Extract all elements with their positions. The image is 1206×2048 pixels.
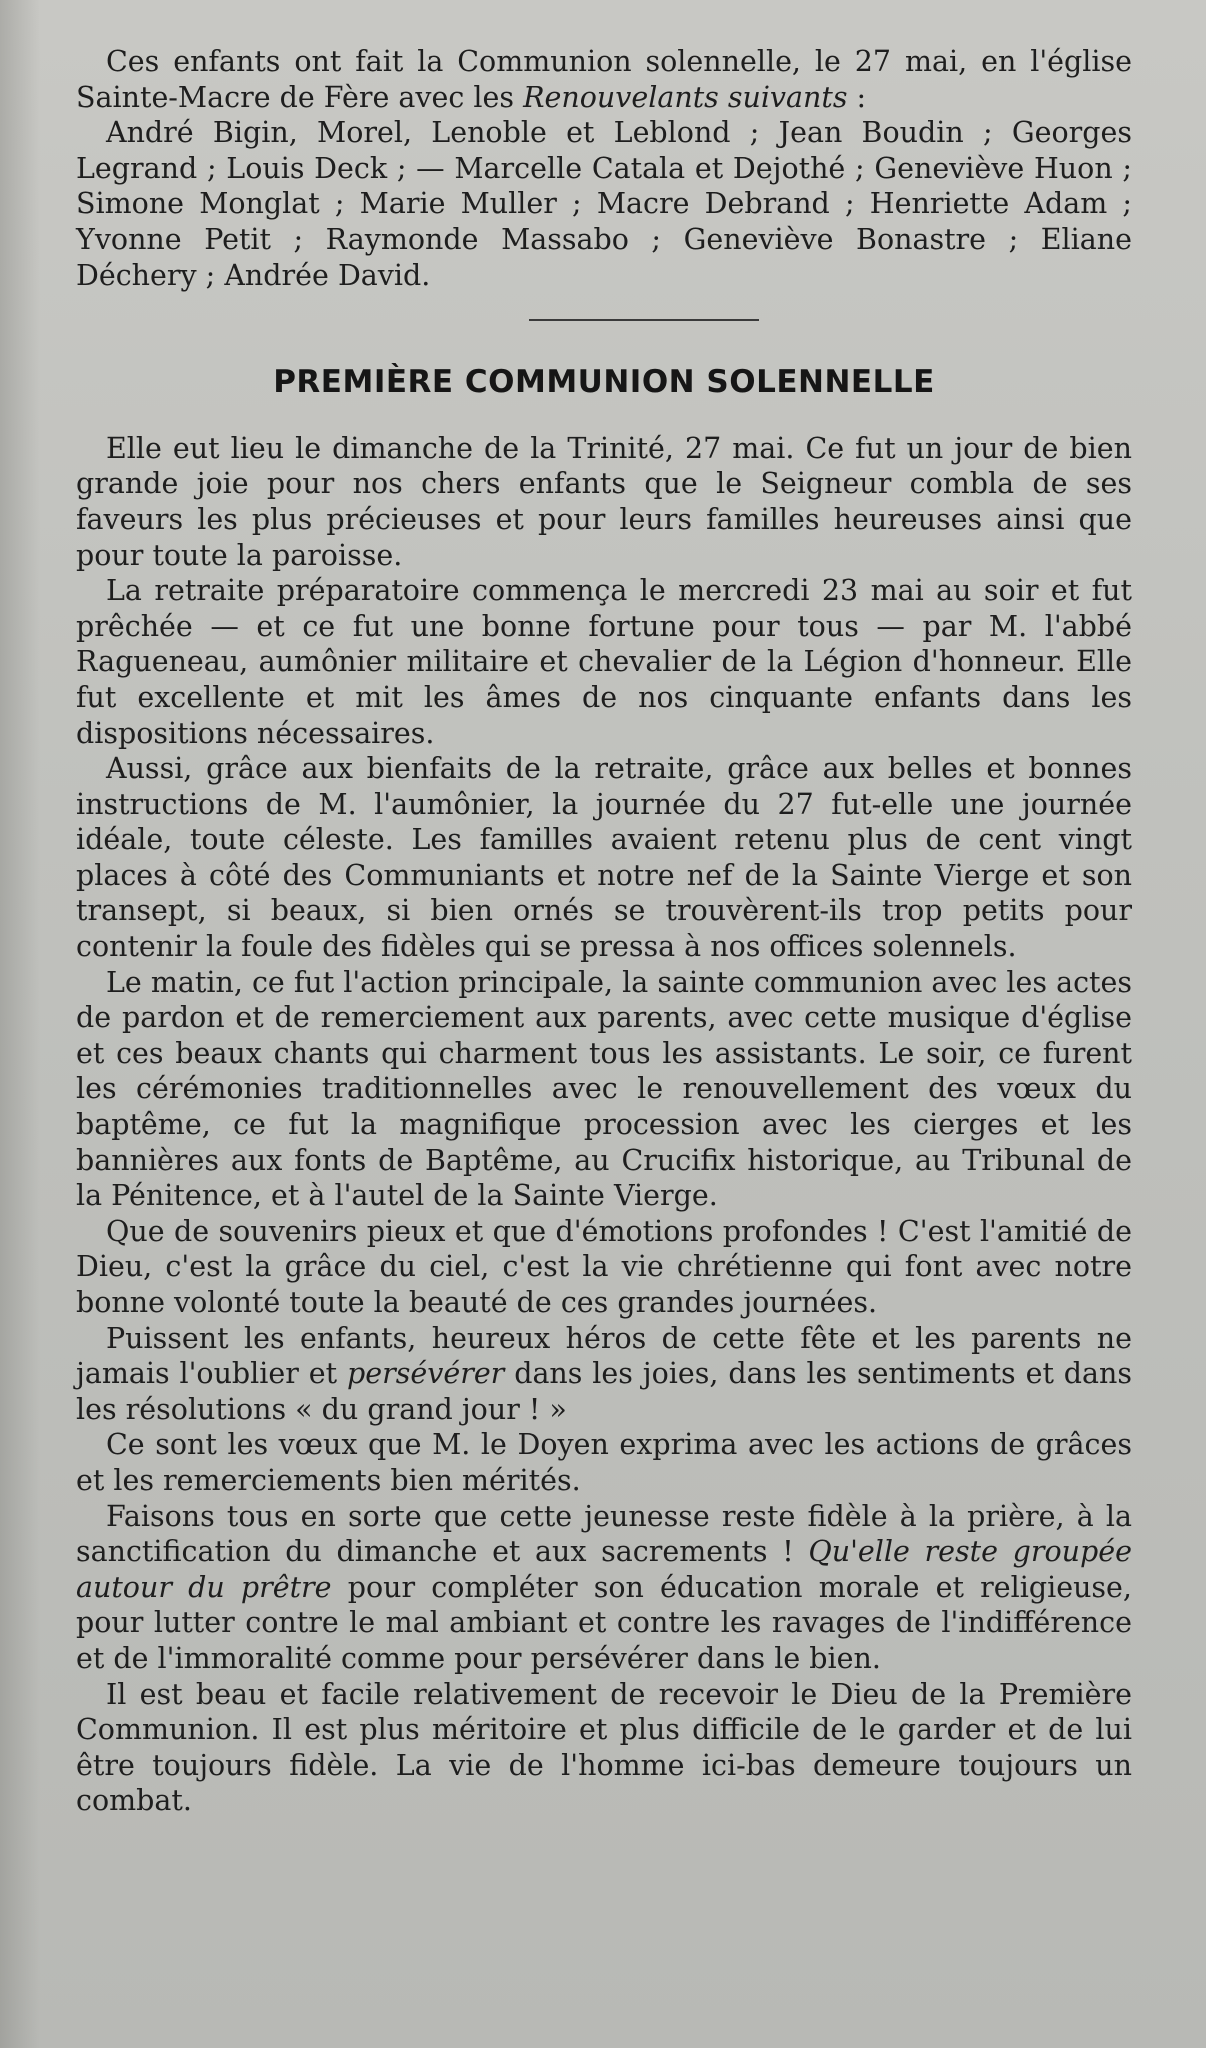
p6-text-a: Puissent les enfants, heureux héros de cette fête et les parents ne jamais l'oublier et	[76, 1321, 1132, 1391]
paragraph-1: Elle eut lieu le dimanche de la Trinité, 27 mai. Ce fut un jour de bien grande joie pour nos chers enfants que le Seigneur combla de ses faveurs les plus précieuses et pour leurs familles heureuses ainsi que pour toute la paroisse.	[76, 431, 1132, 572]
paragraph-5: Que de souvenirs pieux et que d'émotions profondes ! C'est l'amitié de Dieu, c'est la grâce du ciel, c'est la vie chrétienne qui font avec notre bonne volonté toute la beauté de ces grandes journées.	[76, 1214, 1132, 1319]
p8-text-b: pour compléter son éducation morale et religieuse, pour lutter contre le mal ambiant et contre les ravages de l'indifférence et de l'immoralité comme pour persévérer dans le bien.	[76, 1570, 1132, 1675]
intro-colon: :	[847, 80, 867, 114]
intro-paragraph	[76, 44, 1132, 115]
intro-text: Ces enfants ont fait la Communion solennelle, le 27 mai, en l'église Sainte-Macre de Fère avec les	[76, 45, 1132, 114]
names-list: André Bigin, Morel, Lenoble et Leblond ; Jean Boudin ; Georges Legrand ; Louis Deck ; — Marcelle Catala et Dejothé ; Geneviève Huon ; Simone Monglat ; Marie Muller ; Macre Debrand ; Henriette Adam ; Yvonne Petit ; Raymonde Massabo ; Geneviève Bonastre ; Eliane Déchery ; Andrée David.	[76, 116, 1132, 292]
paragraph-4: Le matin, ce fut l'action principale, la sainte communion avec les actes de pardon et de remerciement aux parents, avec cette musique d'église et ces beaux chants qui charment tous les assistants. Le soir, ce furent les cérémonies traditionnelles avec le renouvellement des vœux du baptême, ce fut la magnifique procession avec les cierges et les bannières aux fonts de Baptême, au Crucifix historique, au Tribunal de la Pénitence, et à l'autel de la Sainte Vierge.	[76, 965, 1132, 1213]
p8-italic: Qu'elle reste groupée autour du prêtre	[76, 1535, 1132, 1604]
page-shadow	[0, 0, 40, 2048]
article-title: PREMIÈRE COMMUNION SOLENNELLE	[273, 364, 935, 401]
p8-text-a: Faisons tous en sorte que cette jeunesse reste fidèle à la prière, à la sanctification du dimanche et aux sacrements !	[76, 1499, 1132, 1569]
p6-italic: persévérer	[347, 1357, 505, 1391]
paragraph-2: La retraite préparatoire commença le mercredi 23 mai au soir et fut prêchée — et ce fut une bonne fortune pour tous — par M. l'abbé Ragueneau, aumônier militaire et chevalier de la Légion d'honneur. Elle fut excellente et mit les âmes de nos cinquante enfants dans les dispositions nécessaires.	[76, 574, 1132, 750]
paragraph-3: Aussi, grâce aux bienfaits de la retraite, grâce aux belles et bonnes instructions de M. l'aumônier, la journée du 27 fut-elle une journée idéale, toute céleste. Les familles avaient retenu plus de cent vingt places à côté des Communiants et notre nef de la Sainte Vierge et son transept, si beaux, si bien ornés se trouvèrent-ils trop petits pour contenir la foule des fidèles qui se pressa à nos offices solennels.	[76, 752, 1132, 964]
paragraph-9: Il est beau et facile relativement de recevoir le Dieu de la Première Communion. Il est plus méritoire et plus difficile de le garder et de lui être toujours fidèle. La vie de l'homme ici-bas demeure toujours un combat.	[76, 1677, 1132, 1818]
paragraph-8	[76, 1499, 1132, 1677]
text-column	[76, 44, 1132, 1819]
intro-italic: Renouvelants suivants	[523, 80, 848, 114]
paragraph-7: Ce sont les vœux que M. le Doyen exprima avec les actions de grâces et les remerciements bien mérités.	[76, 1428, 1132, 1497]
divider-rule	[529, 319, 759, 321]
paragraph-6	[76, 1321, 1132, 1428]
p6-text-b: dans les joies, dans les sentiments et dans les résolutions « du grand jour ! »	[76, 1357, 1132, 1426]
